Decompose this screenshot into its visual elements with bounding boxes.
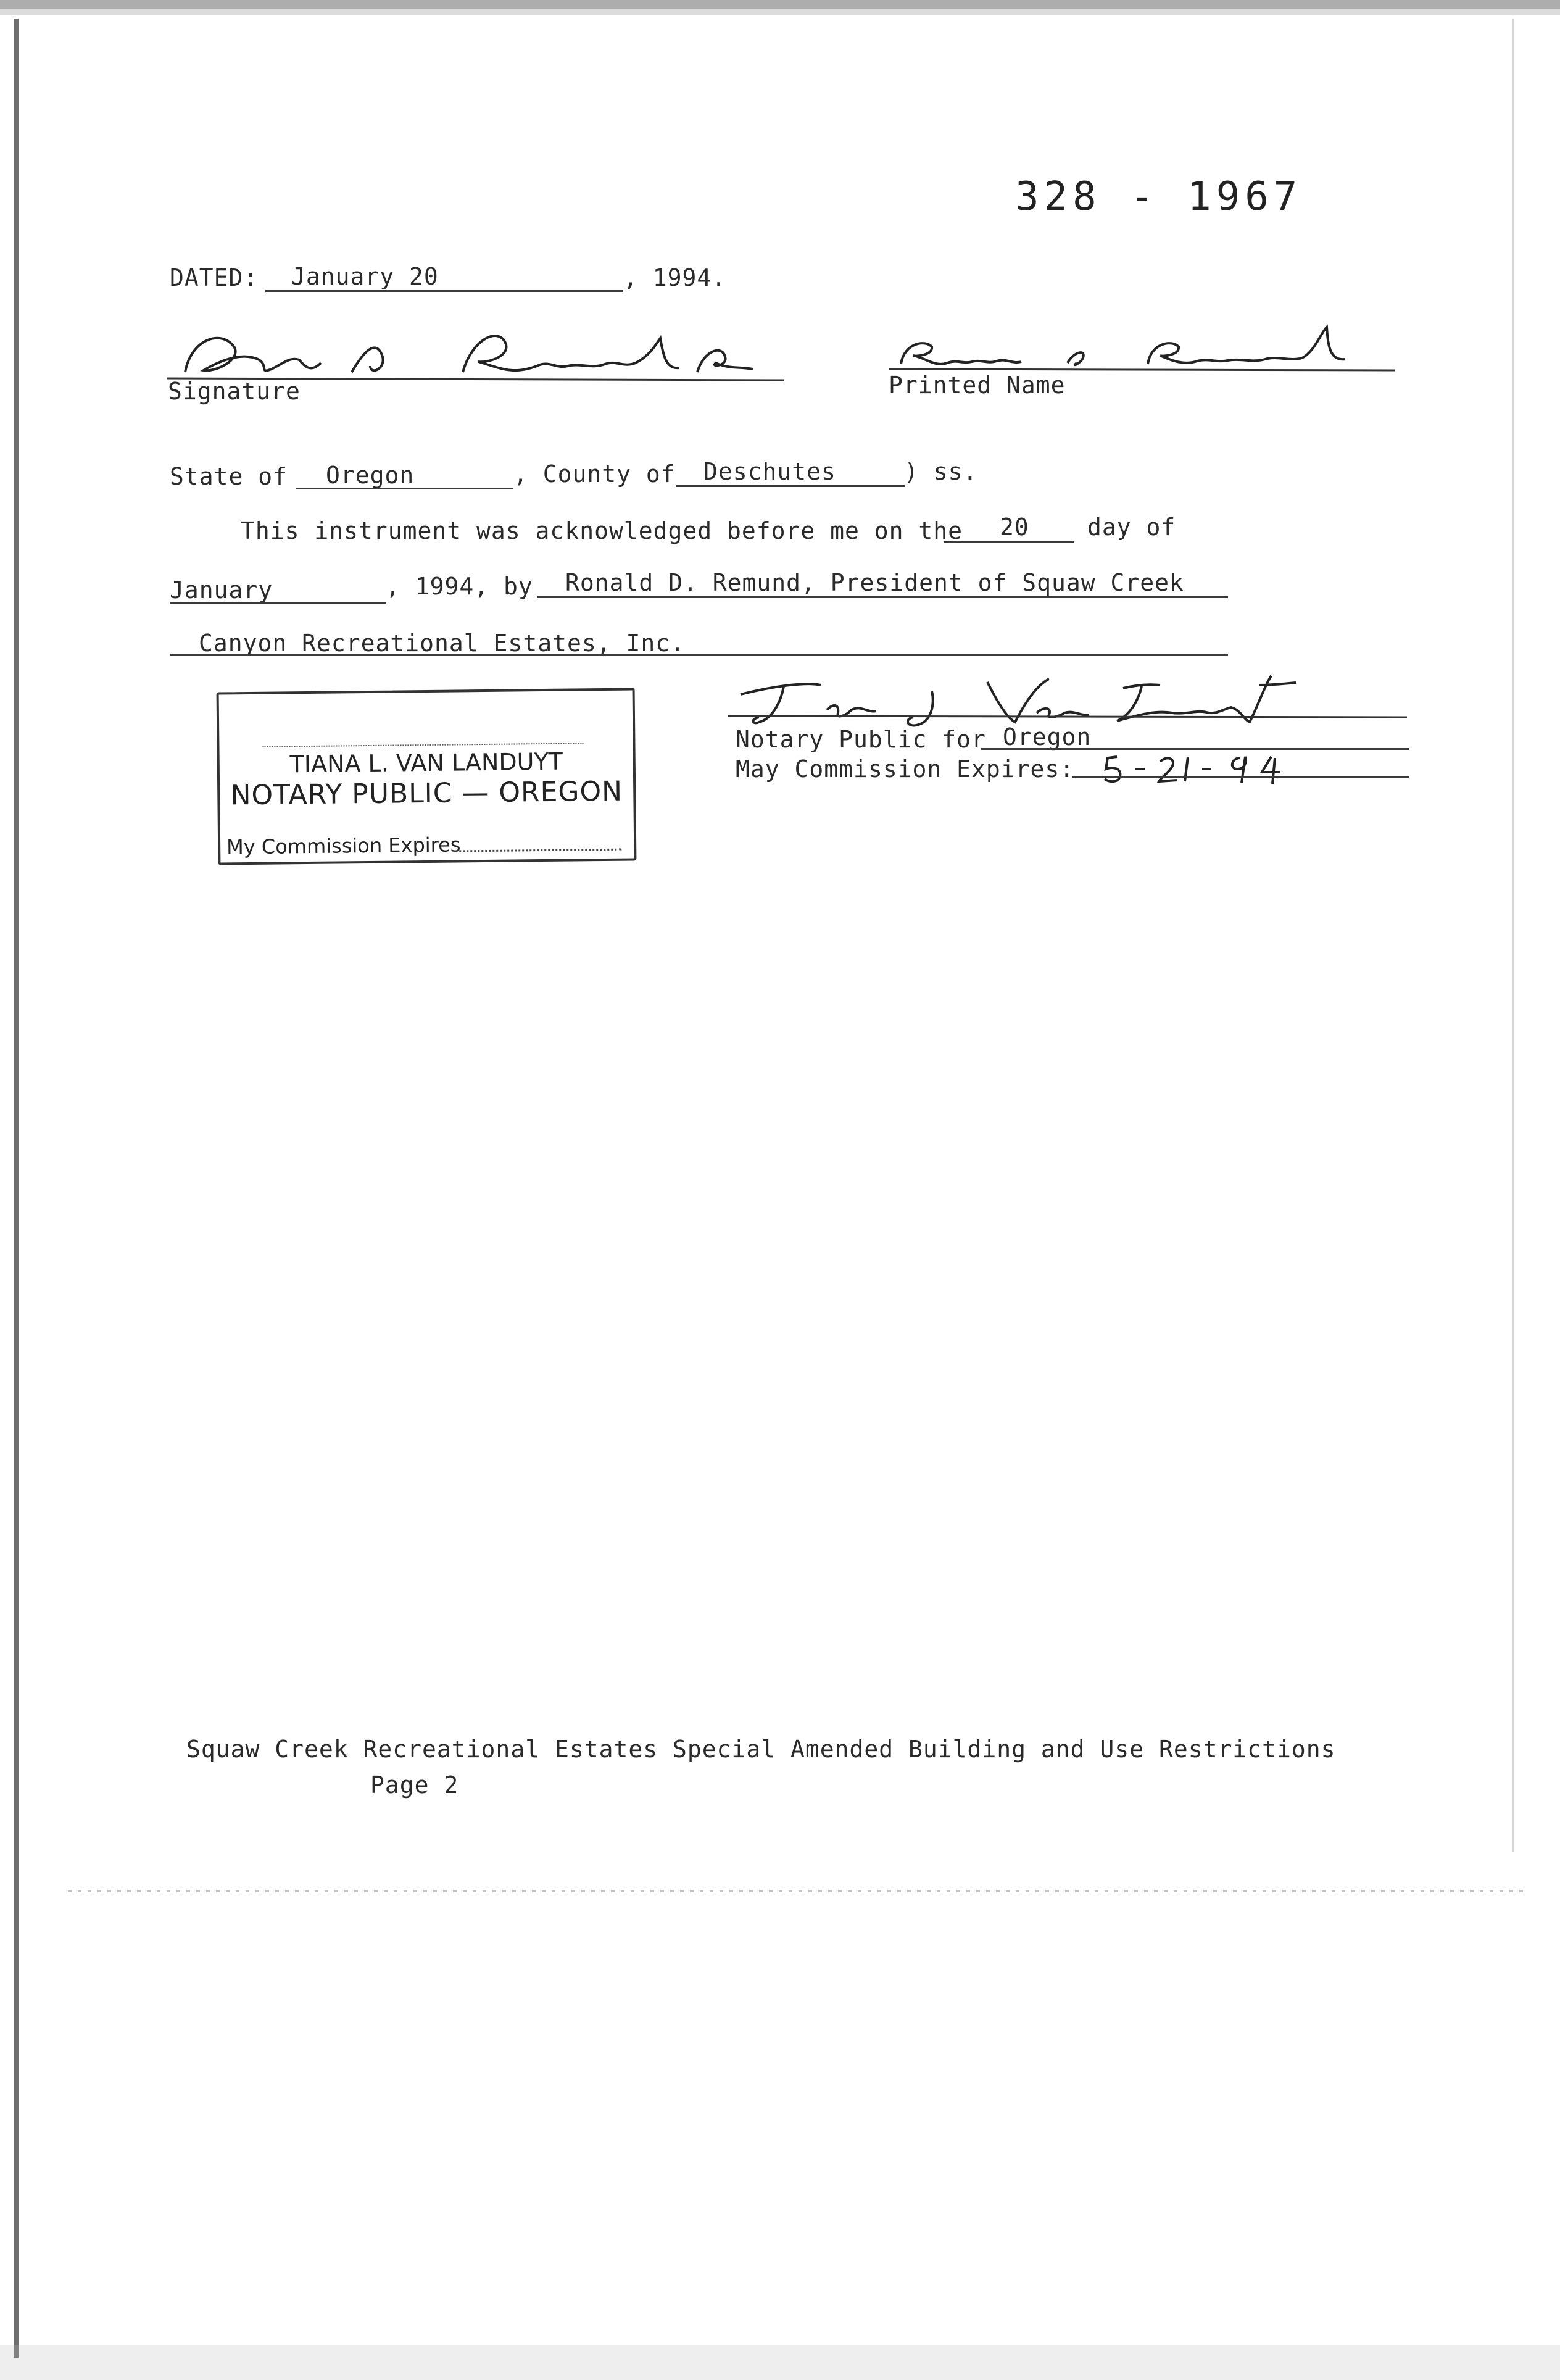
stamp-commission-expires: My Commission Expires <box>226 833 461 859</box>
ss-label: ) ss. <box>904 458 978 485</box>
acknowledgment-year-by: , 1994, by <box>386 573 533 600</box>
stamp-notary-name: TIANA L. VAN LANDUYT <box>289 747 563 778</box>
month-underline <box>170 602 386 604</box>
dated-label: DATED: <box>170 264 259 291</box>
county-label: , County of <box>513 460 676 488</box>
commission-expires-underline <box>1072 776 1409 778</box>
handwritten-printed-name <box>889 309 1395 377</box>
acknowledgment-by-continued: Canyon Recreational Estates, Inc. <box>199 630 685 657</box>
state-label: State of <box>170 463 288 490</box>
stamp-notary-title: NOTARY PUBLIC — OREGON <box>230 775 623 812</box>
stamp-expires-dotted-line <box>455 849 621 852</box>
state-value: Oregon <box>326 462 415 489</box>
notary-stamp <box>217 688 637 865</box>
by-continued-underline <box>170 654 1228 656</box>
signature-label: Signature <box>168 378 301 405</box>
stamp-top-dotted-line <box>262 743 583 747</box>
commission-expires-handwritten <box>1092 744 1339 788</box>
dated-underline <box>265 290 623 292</box>
day-underline <box>944 541 1074 543</box>
dated-year: , 1994. <box>623 264 727 291</box>
commission-expires-label: May Commission Expires: <box>736 755 1075 783</box>
by-underline <box>537 596 1228 598</box>
acknowledgment-by-name: Ronald D. Remund, President of Squaw Creek <box>565 569 1184 596</box>
acknowledgment-day: 20 <box>1000 514 1029 541</box>
notary-public-for-value: Oregon <box>1003 723 1092 751</box>
acknowledgment-prefix: This instrument was acknowledged before me on the <box>241 517 963 544</box>
county-value: Deschutes <box>703 458 836 485</box>
county-underline <box>676 485 905 487</box>
notary-public-for-label: Notary Public for <box>736 726 986 753</box>
document-number: 328 - 1967 <box>1015 174 1303 220</box>
footer-page: Page 2 <box>370 1771 459 1799</box>
footer-title: Squaw Creek Recreational Estates Special Amended Building and Use Restrictions <box>186 1736 1336 1763</box>
acknowledgment-day-of: day of <box>1087 514 1176 541</box>
printed-name-label: Printed Name <box>889 372 1066 399</box>
acknowledgment-month: January <box>170 576 273 604</box>
dated-date: January 20 <box>291 263 439 290</box>
state-underline <box>296 488 513 489</box>
